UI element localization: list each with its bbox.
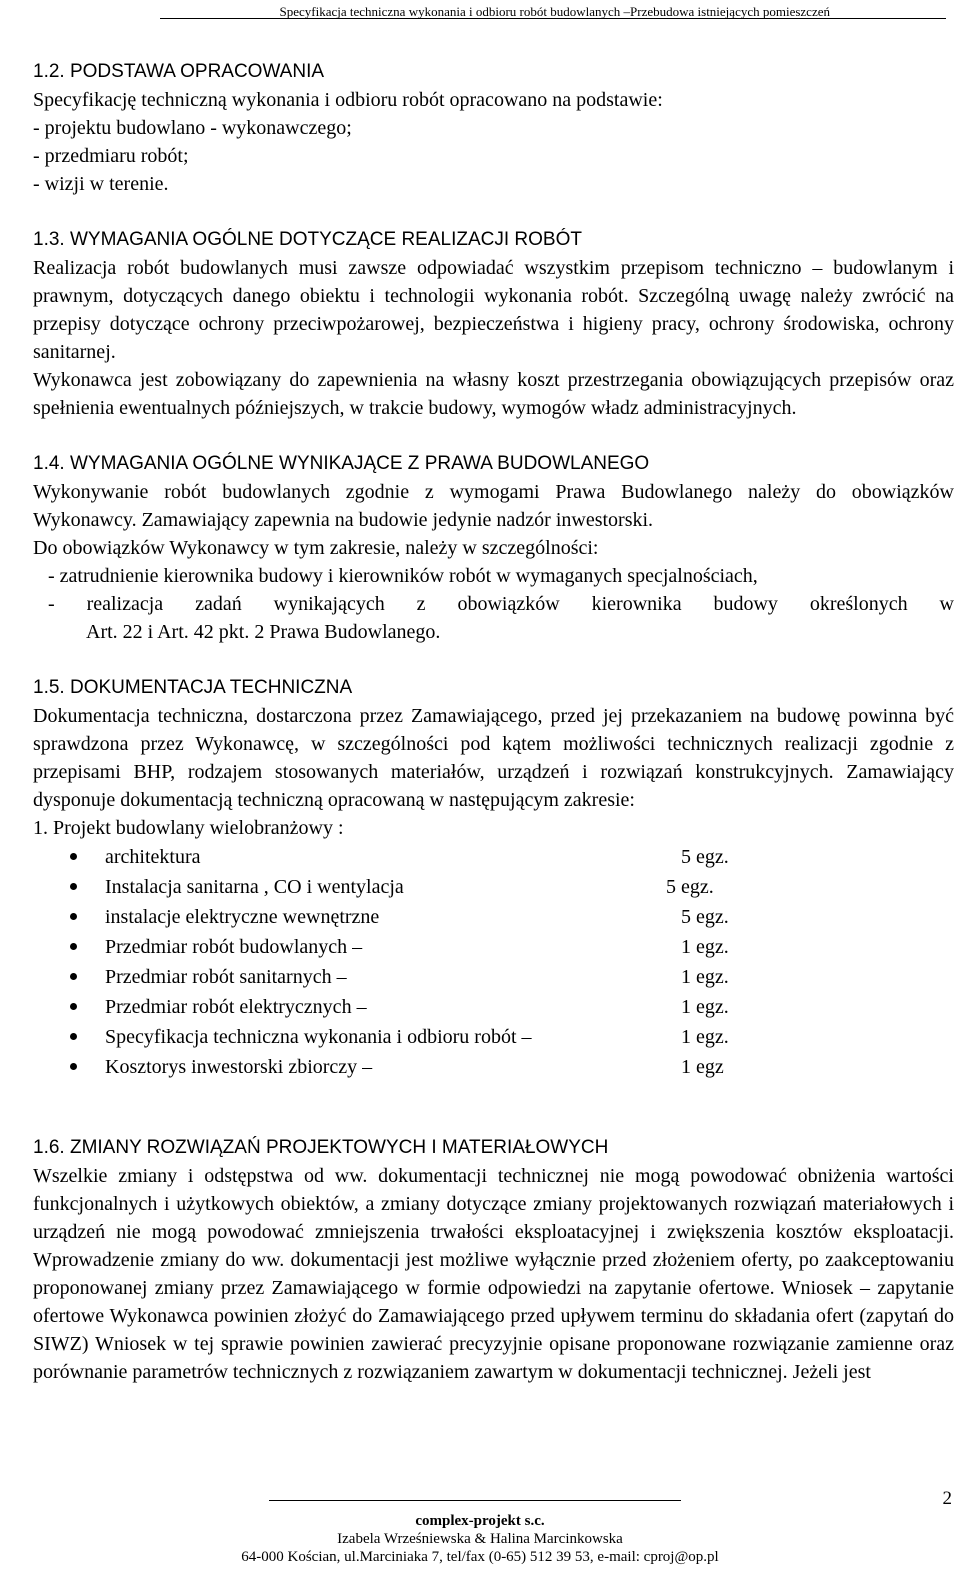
list-item [33,842,954,872]
section-1-4 [33,450,954,646]
section-title: 1.5. DOKUMENTACJA TECHNICZNA [33,677,353,698]
list-item [33,992,954,1022]
section-1-3 [33,226,954,422]
item-quantity: 1 egz [681,1056,724,1078]
duty-item: - zatrudnienie kierownika budowy i kierowników robót w wymaganych specjalnościach, [48,565,758,587]
item-label: instalacje elektryczne wewnętrzne [105,906,380,928]
section-title: 1.4. WYMAGANIA OGÓLNE WYNIKAJĄCE Z PRAWA BUDOWLANEGO [33,453,650,474]
item-quantity: 1 egz. [681,1026,729,1048]
bullet-icon [70,1063,77,1070]
bullet-icon [70,883,77,890]
item-quantity: 1 egz. [681,936,729,958]
list-item [33,1022,954,1052]
section-line: - wizji w terenie. [33,173,169,195]
list-heading: 1. Projekt budowlany wielobranżowy : [33,817,344,839]
list-item [33,932,954,962]
item-quantity: 1 egz. [681,996,729,1018]
bullet-icon [70,943,77,950]
bullet-icon [70,853,77,860]
item-label: Przedmiar robót sanitarnych – [105,966,347,988]
section-line: - projektu budowlano - wykonawczego; [33,117,352,139]
duty-item-continued: Art. 22 i Art. 42 pkt. 2 Prawa Budowlanego. [86,621,441,643]
item-label: Kosztorys inwestorski zbiorczy – [105,1056,373,1078]
section-1-2 [33,58,954,198]
footer-text [0,1512,960,1566]
list-item [33,962,954,992]
paragraph: Wykonawca jest zobowiązany do zapewnienia na własny koszt przestrzegania obowiązujących przepisów oraz spełnienia ewentualnych późniejszych, w trakcie budowy, wymogów władz administracyjnych. [33,369,954,419]
footer-rule [269,1500,681,1501]
header-rule [160,18,946,19]
section-1-6 [33,1134,954,1386]
paragraph: Do obowiązków Wykonawcy w tym zakresie, należy w szczególności: [33,537,599,559]
spacer [33,646,954,674]
section-1-5 [33,674,954,1082]
footer-names: Izabela Wrześniewska & Halina Marcinkowska [337,1531,623,1547]
item-label: Instalacja sanitarna , CO i wentylacja [105,876,404,898]
document-body [33,58,954,1386]
item-quantity: 5 egz. [681,846,729,868]
item-label: architektura [105,846,201,868]
item-label: Przedmiar robót elektrycznych – [105,996,367,1018]
bullet-icon [70,973,77,980]
section-line: Specyfikację techniczną wykonania i odbioru robót opracowano na podstawie: [33,89,663,111]
section-title: 1.2. PODSTAWA OPRACOWANIA [33,61,325,82]
list-item [33,872,954,902]
footer-company: complex-projekt s.c. [415,1513,545,1529]
section-line: - przedmiaru robót; [33,145,189,167]
header-title: Specyfikacja techniczna wykonania i odbioru robót budowlanych –Przebudowa istniejących pomieszczeń [279,4,830,19]
list-item [33,1052,954,1082]
paragraph: Wykonywanie robót budowlanych zgodnie z wymogami Prawa Budowlanego należy do obowiązków Wykonawcy. Zamawiający zapewnia na budowie jedynie nadzór inwestorski. [33,481,954,531]
spacer [33,422,954,450]
item-label: Przedmiar robót budowlanych – [105,936,363,958]
item-quantity: 1 egz. [681,966,729,988]
section-title: 1.3. WYMAGANIA OGÓLNE DOTYCZĄCE REALIZACJI ROBÓT [33,229,582,250]
page-header [0,0,960,22]
spacer [33,1082,954,1134]
bullet-icon [70,913,77,920]
spacer [33,198,954,226]
paragraph: Wszelkie zmiany i odstępstwa od ww. dokumentacji technicznej nie mogą powodować obniżenia wartości funkcjonalnych i użytkowych obiektów, a zmiany dotyczące zmiany projektowanych rozwiązań materiałowych i urządzeń nie mogą powodować zmniejszenia trwałości eksploatacyjnej i zwiększenia kosztów eksploatacji. Wprowadzenie zmiany do ww. dokumentacji jest możliwe wyłącznie przed złożeniem oferty, po zaakceptowaniu proponowanej zmiany przez Zamawiającego w formie odpowiedzi na zapytanie ofertowe. Wniosek – zapytanie ofertowe Wykonawca powinien złożyć do Zamawiającego przed upływem terminu do składania ofert (zapytań do SIWZ) Wniosek w tej sprawie powinien zawierać precyzyjnie opisane proponowane rozwiązanie zamienne oraz porównanie parametrów technicznych z rozwiązaniem zawartym w dokumentacji technicznej. Jeżeli jest [33,1165,954,1383]
footer-address: 64-000 Kościan, ul.Marciniaka 7, tel/fax (0-65) 512 39 53, e-mail: cproj@op.pl [241,1549,719,1565]
list-item [33,902,954,932]
page-number: 2 [942,1488,952,1509]
duty-item: - realizacja zadań wynikających z obowiązków kierownika budowy określonych w [48,593,954,615]
item-quantity: 5 egz. [681,906,729,928]
item-quantity: 5 egz. [666,876,714,898]
paragraph: Realizacja robót budowlanych musi zawsze odpowiadać wszystkim przepisom techniczno – budowlanym i prawnym, dotyczących danego obiektu i technologii wykonania robót. Szczególną uwagę należy zwrócić na przepisy dotyczące ochrony przeciwpożarowej, bezpieczeństwa i higieny pracy, ochrony środowiska, ochrony sanitarnej. [33,257,954,363]
bullet-icon [70,1033,77,1040]
document-list [33,842,954,1082]
paragraph: Dokumentacja techniczna, dostarczona przez Zamawiającego, przed jej przekazaniem na budowę powinna być sprawdzona przez Wykonawcę, w szczególności pod kątem możliwości technicznych realizacji zgodnie z przepisami BHP, rodzajem stosowanych materiałów, urządzeń i rozwiązań konstrukcyjnych. Zamawiający dysponuje dokumentacją techniczną opracowaną w następującym zakresie: [33,705,954,811]
bullet-icon [70,1003,77,1010]
section-title: 1.6. ZMIANY ROZWIĄZAŃ PROJEKTOWYCH I MATERIAŁOWYCH [33,1137,609,1158]
item-label: Specyfikacja techniczna wykonania i odbioru robót – [105,1026,532,1048]
